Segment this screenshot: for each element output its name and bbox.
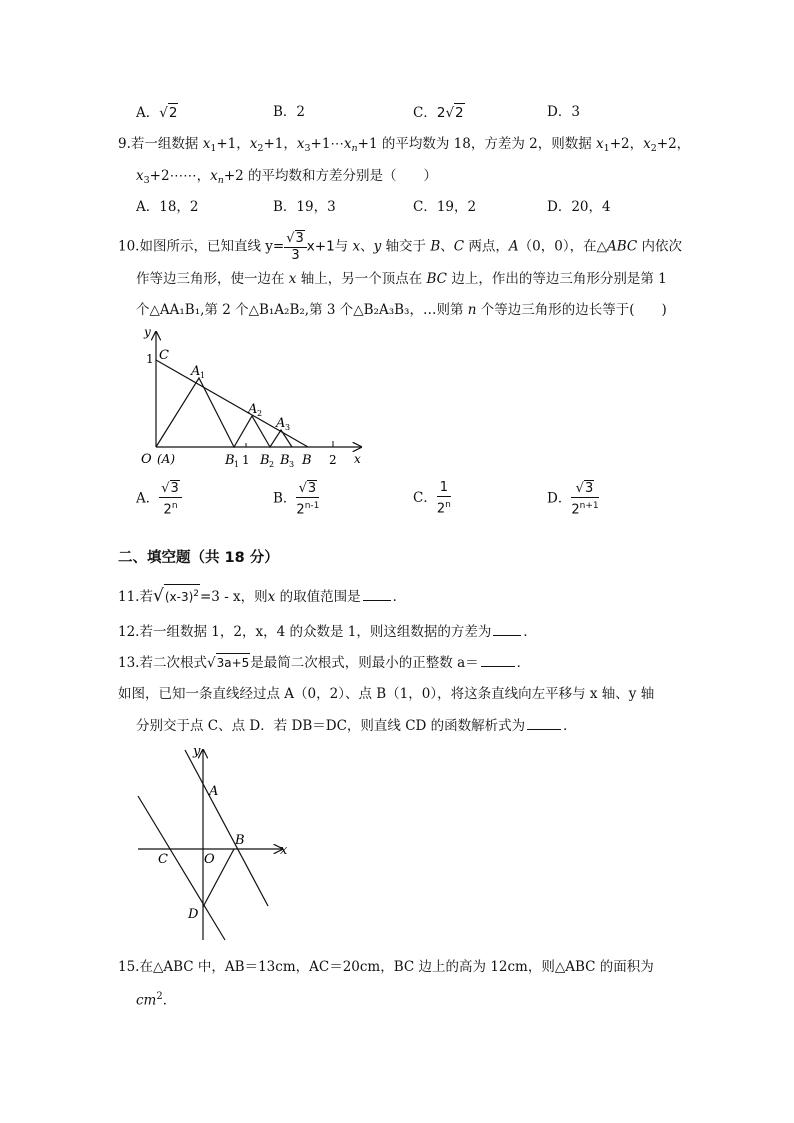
q10-text-b: x+1与 xyxy=(306,238,349,255)
q11-text-a: 若 xyxy=(139,589,153,605)
frac-den: 2 xyxy=(163,502,172,518)
label-b: B xyxy=(302,453,312,468)
answer-blank[interactable] xyxy=(481,654,515,667)
q13-text-b: 是最简二次根式，则最小的正整数 a＝ xyxy=(250,655,479,671)
line-cd xyxy=(138,796,225,940)
q8-option-a: A．√2 xyxy=(136,105,178,121)
label-x: x xyxy=(354,452,361,466)
label-b3-sub: 3 xyxy=(289,460,295,469)
label-b: B xyxy=(235,833,245,848)
frac-exp: n xyxy=(445,500,451,510)
question-number: 10. xyxy=(118,238,140,255)
frac-exp: n-1 xyxy=(304,501,320,511)
q8-option-d: D．3 xyxy=(547,104,580,120)
label-x: x xyxy=(280,843,288,858)
option-label: D． xyxy=(547,490,572,507)
q9-text-a: 若一组数据 xyxy=(130,136,199,152)
frac-den: 3 xyxy=(291,248,300,263)
option-label: A． xyxy=(136,105,160,121)
fraction: $\frac{√3}{2^n}$ xyxy=(159,480,182,518)
q11: 11.若$√(x-3)^2=3 - x$，则x 的取值范围是 ． xyxy=(118,586,407,606)
q13-text-a: 若二次根式 xyxy=(139,655,207,671)
q9-option-b: B．19，3 xyxy=(273,199,336,215)
frac-num: 3 xyxy=(307,481,317,496)
option-label: C． xyxy=(413,105,437,121)
q10-text-e: （0，0），在△ xyxy=(518,238,607,255)
q11-text-b: =3 - x，则 xyxy=(200,589,268,605)
triangles xyxy=(156,378,292,447)
question-number: 12. xyxy=(118,624,140,640)
q11-end: ． xyxy=(392,589,407,605)
label-b2: B xyxy=(260,453,270,468)
q11-text-c: 的取值范围是 xyxy=(279,589,361,605)
q10-text-h: 轴上，另一个顶点在 xyxy=(300,271,423,287)
q14-end: ． xyxy=(563,718,577,734)
q10-text-f: 内依次 xyxy=(641,238,683,255)
answer-blank[interactable] xyxy=(493,623,521,636)
frac-num: 3 xyxy=(170,481,179,496)
radicand: 2 xyxy=(455,105,464,121)
q10-option-a xyxy=(136,480,182,518)
fraction: $\frac{√3}{3}$ xyxy=(284,230,307,264)
section-title: 二、填空题（共 18 分） xyxy=(118,550,279,566)
q14-line2 xyxy=(136,717,577,735)
label-b1: B xyxy=(225,453,235,468)
frac-den: 2 xyxy=(296,502,305,518)
q9-line1: 9.若一组数据 $x_1+1$，$x_2+1$，$x_3+1\cdots x_n+1$ 的平均数为 18，方差为 2，则数据 $x_1+2$，$x_2+2$， xyxy=(118,136,691,154)
label-two-x: 2 xyxy=(329,453,337,467)
q15-line2 xyxy=(136,988,176,1010)
label-one-x: 1 xyxy=(242,453,250,467)
q10-line1: 10.如图所示，已知直线 y= $\frac{√3}{3}$ x+1与 x、y 轴交于 B、C 两点，A（0，0），在△ABC 内依次 xyxy=(118,231,683,263)
line-bc xyxy=(156,360,308,447)
label-c: C xyxy=(159,348,169,363)
q9-option-a: A．18，2 xyxy=(136,199,199,215)
q10-text-g: 作等边三角形，使一边在 xyxy=(136,271,285,287)
label-y: y xyxy=(144,325,151,339)
label-b2-sub: 2 xyxy=(269,460,275,469)
radicand: (x-3) xyxy=(164,590,194,604)
label-c: C xyxy=(158,852,168,867)
q10-option-c xyxy=(413,480,451,517)
frac-num: 3 xyxy=(584,481,594,496)
answer-blank[interactable] xyxy=(527,717,561,730)
q9-option-c: C．19，2 xyxy=(413,199,477,215)
q14-line1: 如图，已知一条直线经过点 A（0，2）、点 B（1，0），将这条直线向左平移与 x 轴、y 轴 xyxy=(118,686,655,702)
label-a3: A xyxy=(276,416,286,431)
q10-text-a: 如图所示，已知直线 y= xyxy=(139,238,285,255)
label-one-y: 1 xyxy=(146,352,154,366)
label-y: y xyxy=(193,744,201,759)
q10-text-j: 个△AA₁B₁,第 2 个△B₁A₂B₂,第 3 个△B₂A₃B₃，…则第 xyxy=(136,302,464,318)
fraction: $\frac{√3}{2^{n-1}}$ xyxy=(296,481,320,518)
q15-end: ． xyxy=(162,992,177,1009)
q14-text: 分别交于点 C、点 D．若 DB＝DC，则直线 CD 的函数解析式为 xyxy=(136,718,526,734)
q8-option-c: C．2√2 xyxy=(413,105,464,121)
option-label: B． xyxy=(273,490,297,507)
radicand: 3a+5 xyxy=(216,653,251,672)
q10-option-d xyxy=(547,480,599,518)
label-a2: A xyxy=(248,402,258,417)
q9-option-d: D．20，4 xyxy=(547,199,611,215)
label-a-paren: (A) xyxy=(157,452,176,466)
q10-figure xyxy=(136,322,376,472)
q10-text-i: 边上，作出的等边三角形分别是第 1 xyxy=(451,271,667,287)
coefficient: 2 xyxy=(436,105,446,121)
q9-text-b: 的平均数为 18，方差为 2，则数据 xyxy=(381,136,592,152)
q10-text-d: 两点， xyxy=(468,238,509,255)
q10-line2: 作等边三角形，使一边在 x 轴上，另一个顶点在 BC 边上，作出的等边三角形分别是第 1 xyxy=(136,271,667,287)
label-d: D xyxy=(188,907,199,922)
label-a2-sub: 2 xyxy=(257,409,263,418)
answer-blank[interactable] xyxy=(363,588,391,601)
frac-num: 1 xyxy=(437,480,451,497)
q9-text-c: 的平均数和方差分别是（ ） xyxy=(248,168,438,184)
q15-text: 在△ABC 中，AB＝13cm，AC＝20cm，BC 边上的高为 12cm，则△ABC 的面积为 xyxy=(139,959,654,975)
frac-exp: n xyxy=(171,501,178,511)
label-b1-sub: 1 xyxy=(234,460,240,469)
q13: 13.若二次根式√3a+5是最简二次根式，则最小的正整数 a＝ ． xyxy=(118,655,531,671)
question-number: 9. xyxy=(118,136,131,152)
q10-line3: 个△AA₁B₁,第 2 个△B₁A₂B₂,第 3 个△B₂A₃B₃，…则第 n 个等边三角形的边长等于( ) xyxy=(136,302,667,318)
label-a1: A xyxy=(191,364,201,379)
label-o: O xyxy=(141,452,152,467)
q14-figure xyxy=(130,740,300,945)
question-number: 13. xyxy=(118,655,140,671)
question-number: 15. xyxy=(118,959,140,975)
q8-option-b: B．2 xyxy=(273,104,306,120)
q10-text-c: 轴交于 xyxy=(385,238,427,255)
frac-num: 3 xyxy=(295,231,304,246)
option-label: A． xyxy=(136,490,160,507)
q12 xyxy=(118,623,537,641)
option-label: C． xyxy=(413,490,437,507)
q13-end: ． xyxy=(516,655,531,671)
question-number: 11. xyxy=(118,589,140,605)
label-a: A xyxy=(209,784,219,799)
unit: cm xyxy=(136,992,157,1009)
frac-den: 2 xyxy=(436,501,446,517)
label-a1-sub: 1 xyxy=(200,371,206,380)
frac-den: 2 xyxy=(571,502,580,518)
radicand: 2 xyxy=(168,105,178,121)
q15-line1 xyxy=(118,958,654,976)
q10-option-b xyxy=(273,480,319,518)
q10-text-k: 个等边三角形的边长等于( ) xyxy=(480,302,667,318)
frac-exp: n+1 xyxy=(579,501,599,511)
unit-exponent: 2 xyxy=(156,991,163,1002)
q9-line2: $x_3+2\cdots\cdots$，$x_n+2$ 的平均数和方差分别是（ ） xyxy=(136,168,438,186)
exponent: 2 xyxy=(193,589,199,599)
fraction xyxy=(437,480,451,517)
q12-text: 若一组数据 1，2，x，4 的众数是 1，则这组数据的方差为 xyxy=(139,624,492,640)
label-o: O xyxy=(204,852,215,867)
label-a3-sub: 3 xyxy=(285,423,291,432)
label-b3: B xyxy=(280,453,290,468)
line-ab xyxy=(185,750,268,906)
fraction: $\frac{√3}{2^{n+1}}$ xyxy=(571,481,599,518)
q12-end: ． xyxy=(523,624,537,640)
